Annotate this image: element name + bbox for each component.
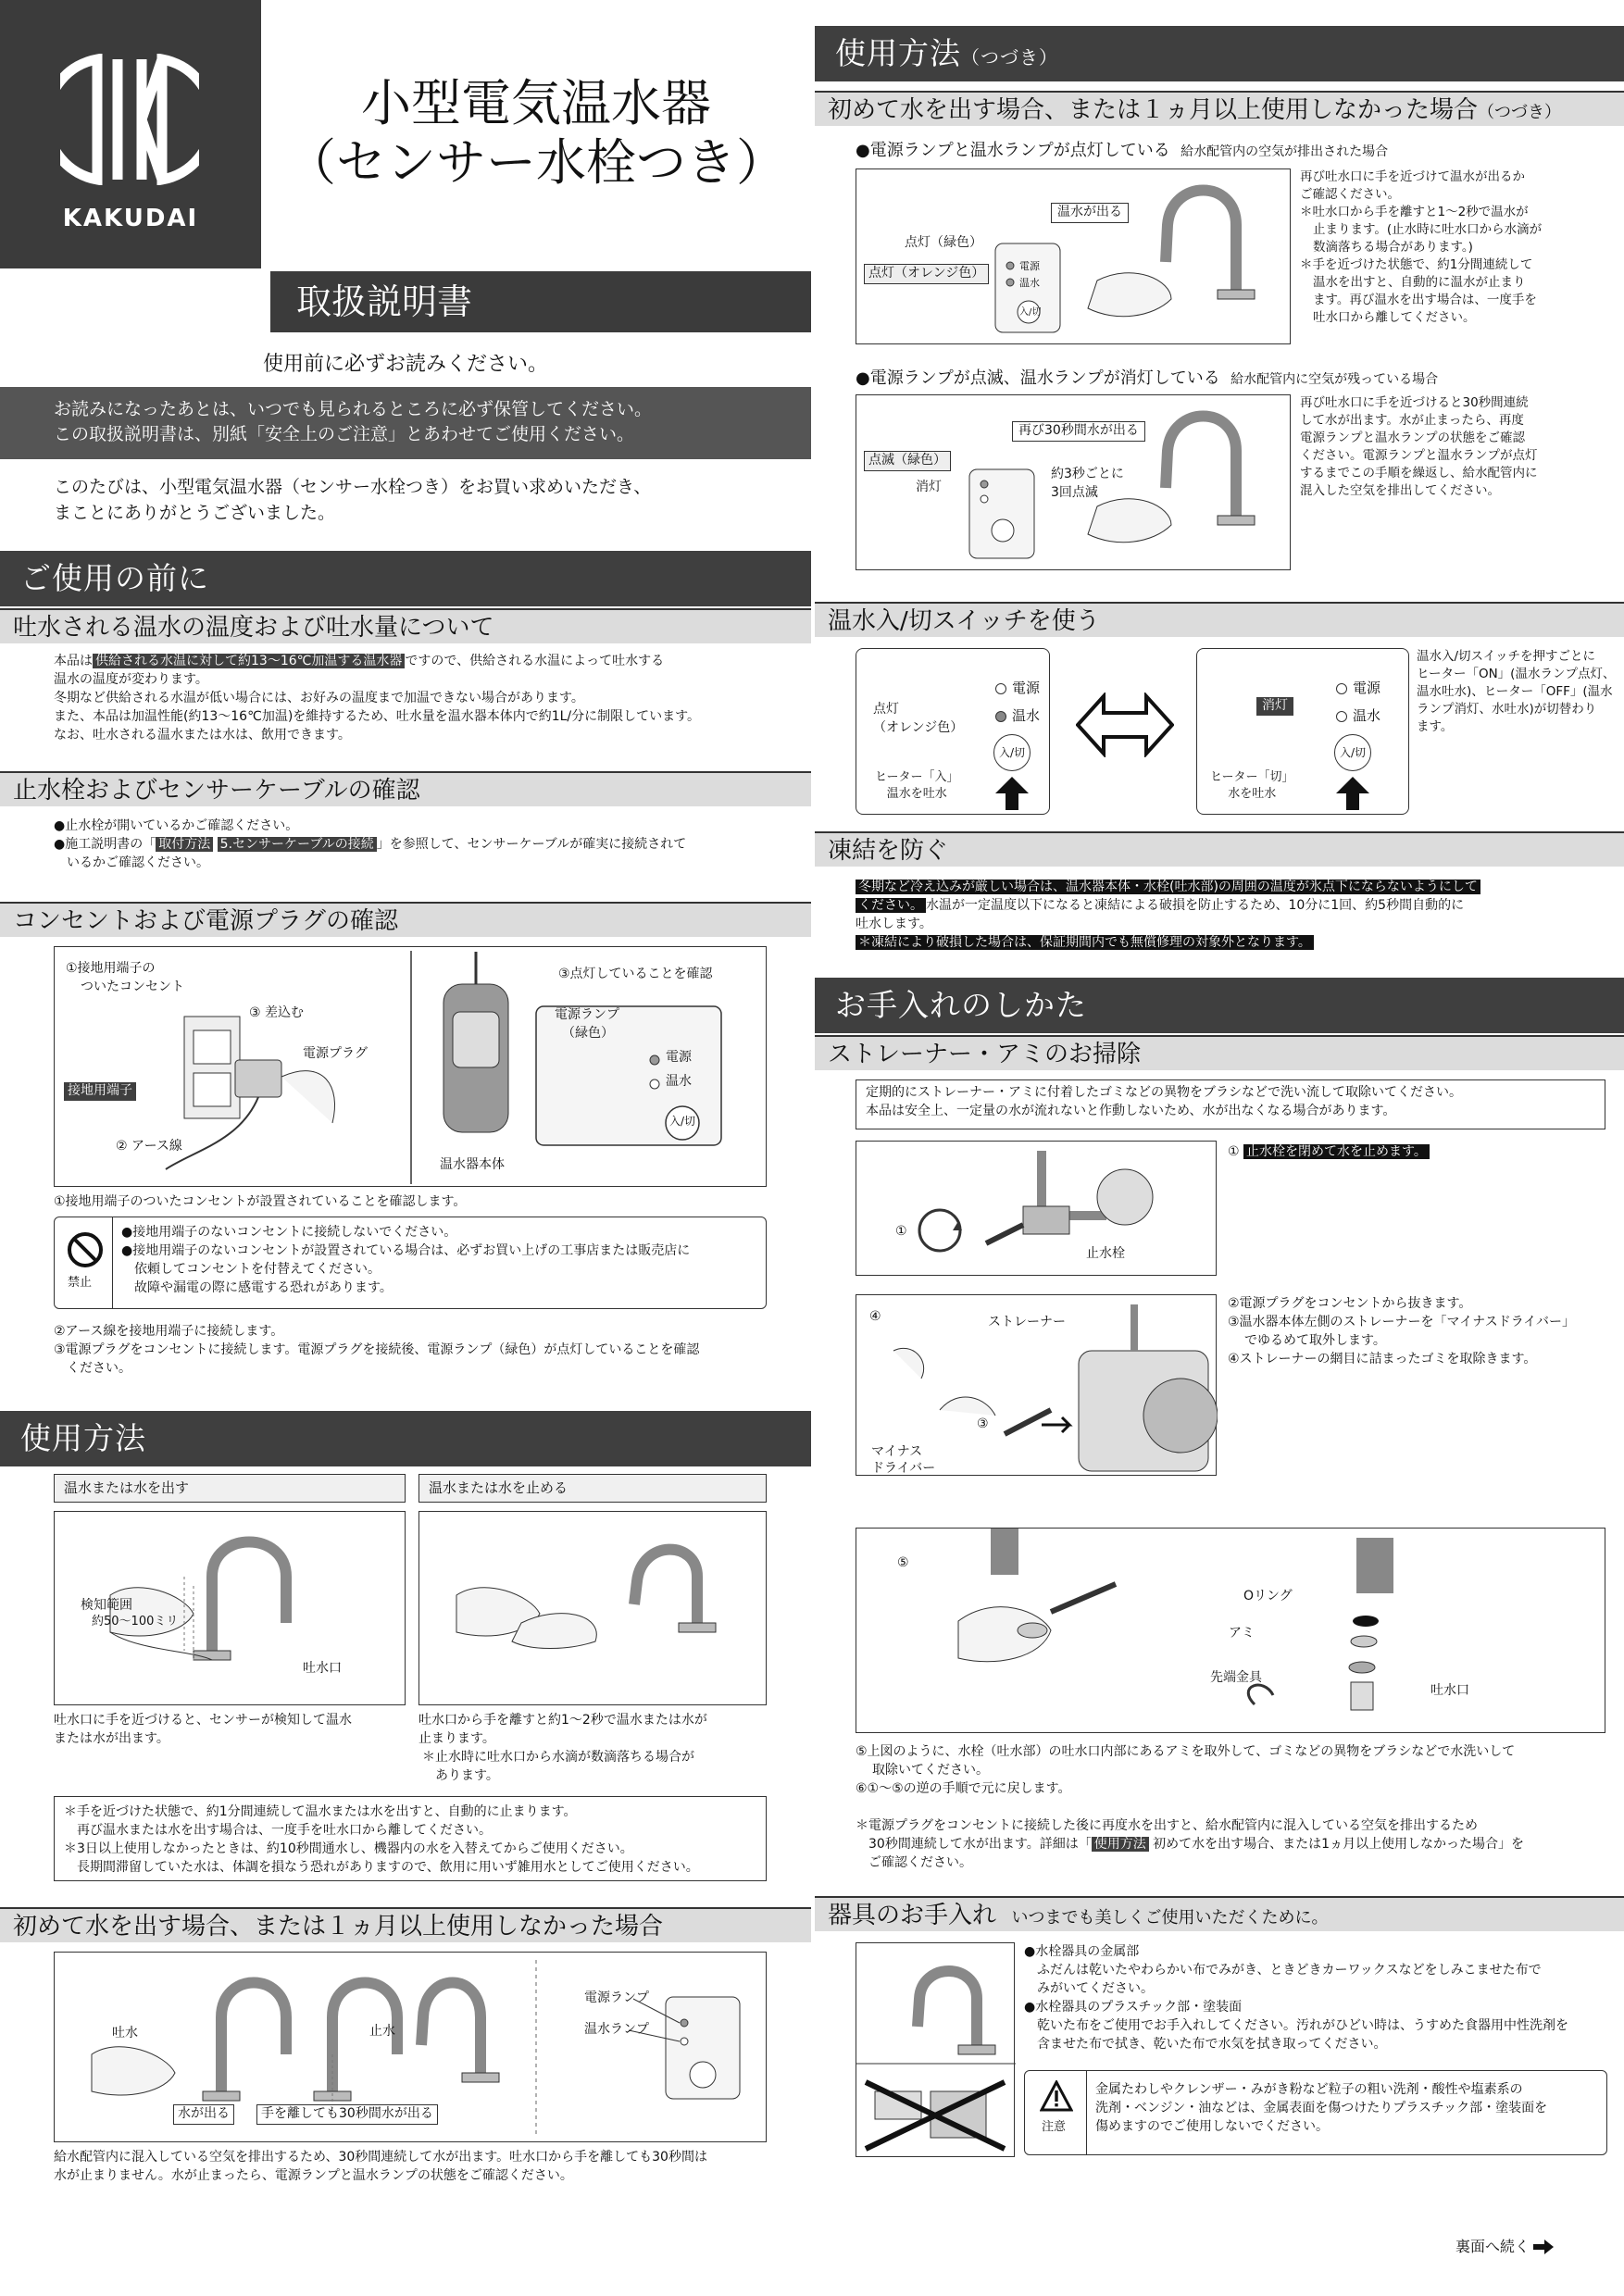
valve-b2-hl: 取付方法	[156, 837, 213, 852]
fixture-heading-small: いつまでも美しくご使用いただくために。	[1011, 1908, 1329, 1928]
section-before-heading: ご使用の前に	[0, 551, 811, 606]
valve-heading: 止水栓およびセンサーケーブルの確認	[0, 771, 811, 806]
first-use-text	[54, 2148, 785, 2185]
caseB-l1: 再び30秒間水が出る	[1012, 421, 1145, 442]
outlet-figure	[54, 946, 767, 1187]
caseA-t1: 再び吐水口に手を近づけて温水が出るか	[1300, 169, 1525, 184]
stop-c2d: あります。	[435, 1768, 499, 1783]
first-p1: 給水配管内に混入している空気を排出するため、30秒間連続して水が出ます。吐水口から手を離しても30秒間は	[54, 2150, 707, 2165]
temp-p4: また、本品は加温性能(約13～16℃加温)を維持するため、吐水量を温水器本体内で約1L/分に制限しています。	[54, 709, 701, 724]
switch-on-caption	[875, 769, 958, 804]
fig-l4: 電源プラグ	[303, 1046, 368, 1061]
dispense-caption	[54, 1711, 406, 1748]
care-n2a: 30秒間連続して水が出ます。詳細は「	[868, 1837, 1092, 1852]
fig-l9: （緑色）	[562, 1026, 614, 1041]
usage2-heading-text: 使用方法	[835, 35, 961, 71]
caseB-title-text: ●電源ランプが点滅、温水ランプが消灯している	[856, 368, 1220, 388]
fig-l13: 温水器本体	[440, 1157, 505, 1172]
caution-label: 注意	[1042, 2120, 1067, 2134]
caseA-t5: 数滴落ちる場合があります。)	[1313, 240, 1473, 255]
usage2-heading-small: （つづき）	[961, 46, 1058, 69]
first-l4: 手を離しても30秒間水が出る	[256, 2104, 438, 2125]
prohibit-w2: ●接地用端子のないコンセントが設置されている場合は、必ずお買い上げの工事店または販売店に	[121, 1243, 691, 1258]
care-step4: ④ストレーナーの網目に詰まったゴミを取除きます。	[1228, 1352, 1537, 1366]
switch-cap2a: ヒーター「切」	[1210, 770, 1294, 784]
care-step5: ⑤上図のように、水栓（吐水部）の吐水口内部にあるアミを取外して、ゴミなどの異物をブラシなどで水洗いして	[856, 1744, 1516, 1759]
valve-body	[54, 817, 794, 872]
mesh-fig-b: Oリング	[1243, 1589, 1293, 1603]
caseA-t6: ＊手を近づけた状態で、約1分間連続して	[1300, 257, 1533, 272]
fig-l3: ③ 差込む	[249, 1005, 305, 1020]
temp-p5: なお、吐水される温水または水は、飲用できます。	[54, 728, 351, 742]
strainer-figure	[856, 1294, 1217, 1476]
valve-b1: ●止水栓が開いているかご確認ください。	[54, 818, 299, 833]
next-page-link[interactable]	[1455, 2237, 1554, 2258]
fixture-p2: 乾いた布をご使用でお手入れしてください。汚れがひどい時は、うすめた食器用中性洗剤を	[1037, 2018, 1568, 2033]
next-page-text: 裏面へ続く	[1455, 2238, 1530, 2255]
fixture-cleaning-illustration	[856, 1943, 1016, 2158]
usage-notes	[54, 1796, 767, 1881]
valve-b2b: 」を参照して、センサーケーブルが確実に接続されて	[376, 837, 687, 852]
usage2-sub-text: 初めて水を出す場合、または１ヵ月以上使用しなかった場合	[828, 96, 1479, 124]
strainer-b1: 定期的にストレーナー・アミに付着したゴミなどの異物をブラシなどで洗い流して取除いてください。	[866, 1085, 1462, 1100]
caseA-l2: 点灯（緑色）	[905, 235, 982, 250]
switch-text	[1370, 648, 1624, 736]
caseA-text	[1300, 168, 1624, 327]
strainer-fig-e: ドライバー	[871, 1461, 936, 1476]
switch-off-button[interactable]: 入/切	[1334, 734, 1371, 771]
strainer-fig-a: ④	[869, 1309, 881, 1324]
dispense-c1b: または水が出ます。	[54, 1731, 169, 1746]
temp-body	[54, 652, 785, 744]
first-p2: 水が止まりません。水が止まったら、電源ランプと温水ランプの状態をご確認ください。	[54, 2168, 573, 2183]
keep-line1: お読みになったあとは、いつでも見られるところに必ず保管してください。	[54, 399, 653, 419]
strainer-fig-d: マイナス	[871, 1444, 923, 1459]
care-step5b: 取除いてください。	[872, 1763, 989, 1778]
switch-on1: 点灯	[873, 702, 899, 717]
caution-triangle-icon	[1040, 2080, 1073, 2112]
prohibit-label: 禁止	[68, 1276, 93, 1290]
valve-fig-label: 止水栓	[1086, 1246, 1125, 1261]
switch-heading: 温水入/切スイッチを使う	[815, 602, 1624, 637]
first-use-heading: 初めて水を出す場合、または１ヵ月以上使用しなかった場合	[0, 1907, 811, 1942]
caseB-t2: して水が出ます。水が止まったら、再度	[1300, 413, 1524, 428]
outlet-step3: ③電源プラグをコンセントに接続します。電源プラグを接続後、電源ランプ（緑色）が点灯していることを確認	[54, 1342, 700, 1357]
caution-c3: 傷めますのでご使用しないでください。	[1095, 2119, 1329, 2134]
temp-p2: 温水の温度が変わります。	[54, 672, 208, 687]
switch-on-hot: 温水	[1012, 707, 1041, 724]
switch-on-hot-lamp	[995, 706, 1040, 726]
fixture-text	[1024, 1942, 1617, 2053]
care-n3: ご確認ください。	[868, 1855, 972, 1870]
fixture-figure	[856, 1942, 1015, 2157]
caseB-text	[1300, 394, 1624, 500]
caution-c1: 金属たわしやクレンザー・みがき粉など粒子の粗い洗剤・酸性や塩素系の	[1095, 2082, 1523, 2097]
product-title	[261, 74, 811, 193]
kakudai-logo-icon	[60, 54, 199, 185]
outlet-step2: ②アース線を接地用端子に接続します。	[54, 1324, 284, 1339]
usage-n4: 長期間滞留していた水は、体調を損なう恐れがありますので、飲用に用いず雑用水としてご使用ください。	[77, 1860, 699, 1875]
caseB-note: 給水配管内に空気が残っている場合	[1230, 372, 1439, 387]
prohibit-w1: ●接地用端子のないコンセントに接続しないでください。	[121, 1225, 457, 1240]
stop-caption	[418, 1711, 770, 1785]
caution-c2: 洗剤・ベンジン・油などは、金属表面を傷つけたりプラスチック部・塗装面を	[1095, 2101, 1548, 2115]
fig-l11: 温水	[666, 1074, 692, 1089]
caseA-t7: 温水を出すと、自動的に温水が止まり	[1313, 275, 1526, 290]
caseA-lamp-power: 電源	[1019, 260, 1040, 272]
first-l2: 止水	[369, 2024, 395, 2039]
dispense-figure	[54, 1511, 406, 1705]
usage-n1: ＊手を近づけた状態で、約1分間連続して温水または水を出すと、自動的に止まります。	[64, 1804, 577, 1819]
fig-l6: ② アース線	[116, 1139, 182, 1154]
temp-p1b: ですので、供給される水温によって吐水する	[405, 654, 665, 668]
temp-highlight: 供給される水温に対して約13～16℃加温する温水器	[93, 654, 405, 668]
first-l3: 水が出る	[173, 2104, 234, 2125]
dispense-c1a: 吐水口に手を近づけると、センサーが検知して温水	[54, 1713, 352, 1728]
caseA-l1: 温水が出る	[1051, 203, 1129, 223]
fig-l8: 電源ランプ	[555, 1007, 619, 1022]
arrow-right-icon	[1533, 2240, 1554, 2254]
outlet-steps	[54, 1322, 699, 1378]
fixture-heading-text: 器具のお手入れ	[828, 1902, 997, 1929]
freeze-hl3: ＊凍結により破損した場合は、保証期間内でも無償修理の対象外となります。	[856, 935, 1314, 950]
keep-notice	[0, 387, 811, 459]
care-heading: お手入れのしかた	[815, 978, 1624, 1033]
caseA-btn: 入/切	[1019, 307, 1042, 318]
switch-t5: ます。	[1417, 719, 1454, 734]
caseA-t9: 吐水口から離してください。	[1313, 310, 1476, 325]
switch-on-power: 電源	[1012, 680, 1041, 696]
strainer-intro	[856, 1079, 1605, 1129]
first-l5: 電源ランプ	[584, 1990, 649, 2005]
caseB-t5: するまでこの手順を繰返し、給水配管内に	[1300, 466, 1538, 480]
tab-dispense: 温水または水を出す	[54, 1474, 406, 1503]
mesh-figure	[856, 1528, 1605, 1733]
brand-block	[0, 0, 261, 268]
caseB-l5: 3回点滅	[1051, 485, 1098, 500]
care-step3b: でゆるめて取外します。	[1244, 1333, 1386, 1348]
up-arrow-icon	[1334, 777, 1371, 810]
fig-l12: 入/切	[669, 1115, 696, 1128]
switch-on2: （オレンジ色）	[873, 719, 964, 735]
first-l1: 吐水	[112, 2026, 138, 2040]
mesh-fig-d: 先端金具	[1210, 1670, 1262, 1685]
switch-cap2b: 水を吐水	[1228, 787, 1277, 802]
usage2-sub-small: （つづき）	[1478, 103, 1562, 122]
care-steps-5-6	[856, 1742, 1624, 1798]
switch-on-panel	[856, 648, 1050, 815]
fixture-m1: ●水栓器具の金属部	[1024, 1944, 1140, 1959]
detect-range-value: 約50～100ミリ	[92, 1615, 179, 1628]
care-n2b: 初めて水を出す場合、または1ヵ月以上使用しなかった場合」を	[1153, 1837, 1525, 1852]
freeze-body	[856, 878, 1624, 952]
valve-b2-hl2: 5.センサーケーブルの接続	[218, 837, 377, 852]
brand-name: KAKUDAI	[62, 205, 199, 232]
switch-on-label	[873, 701, 963, 738]
freeze-hl2: ください。	[856, 898, 926, 913]
caseA-illustration	[856, 169, 1292, 345]
outlet-step1: ①接地用端子のついたコンセントが設置されていることを確認します。	[54, 1194, 467, 1209]
title-line2: （センサー水栓つき）	[286, 133, 786, 192]
switch-on-power-lamp	[995, 679, 1040, 698]
freeze-p1: 水温が一定温度以下になると凍結による破損を防止するため、10分に1回、約5秒間自動的に	[926, 898, 1465, 913]
fixture-m2: ふだんは乾いたやわらかい布でみがき、ときどきカーワックスなどをしみこませた布で	[1037, 1963, 1542, 1978]
manual-title: 取扱説明書	[270, 271, 811, 332]
switch-t1: 温水入/切スイッチを押すごとに	[1417, 649, 1596, 664]
caseA-t3: ＊吐水口から手を離すと1～2秒で温水が	[1300, 205, 1529, 219]
thanks-text	[54, 474, 651, 526]
caseB-title	[856, 367, 1438, 391]
care-step1-text: 止水栓を閉めて水を止めます。	[1243, 1144, 1430, 1159]
caseB-figure	[856, 394, 1291, 570]
fixture-p3: 含ませた布で拭き、乾いた布で水気を拭き取ってください。	[1037, 2037, 1387, 2052]
strainer-fig-c: ③	[977, 1416, 989, 1431]
switch-off-caption	[1210, 769, 1293, 804]
shutoff-valve-illustration	[856, 1142, 1218, 1277]
thanks-line2: まことにありがとうございました。	[54, 503, 336, 523]
caseA-lamp-hot: 温水	[1019, 277, 1040, 289]
switch-t2: ヒーター「ON」(温水ランプ点灯、	[1417, 667, 1616, 681]
care-step6: ⑥①～⑤の逆の手順で元に戻します。	[856, 1781, 1071, 1796]
caseA-note: 給水配管内の空気が排出された場合	[1181, 144, 1389, 159]
read-first: 使用前に必ずお読みください。	[262, 353, 548, 376]
caseB-l3: 消灯	[916, 480, 942, 494]
caseA-t8: ます。再び温水を出す場合は、一度手を	[1313, 293, 1537, 307]
caseB-t1: 再び吐水口に手を近づけると30秒間連続	[1300, 395, 1529, 410]
fixture-m3: みがいてください。	[1037, 1981, 1154, 1996]
tab-stop: 温水または水を止める	[418, 1474, 767, 1503]
fig-l7: ③点灯していることを確認	[558, 967, 713, 981]
caseA-title-text: ●電源ランプと温水ランプが点灯している	[856, 141, 1170, 160]
care-step2: ②電源プラグをコンセントから抜きます。	[1228, 1296, 1472, 1311]
first-use-figure	[54, 1952, 767, 2142]
switch-off-hot: 温水	[1353, 707, 1381, 724]
switch-cap1b: 温水を吐水	[886, 787, 947, 802]
care-step1	[1228, 1142, 1430, 1161]
fig-l1: ①接地用端子の	[66, 961, 156, 976]
fig-l2: ついたコンセント	[81, 980, 184, 994]
switch-cap1a: ヒーター「入」	[875, 770, 959, 784]
thanks-line1: このたびは、小型電気温水器（センサー水栓つき）をお買い求めいただき、	[54, 477, 652, 497]
usage-n2: 再び温水または水を出す場合は、一度手を吐水口から離してください。	[77, 1823, 492, 1838]
caseB-t4: ください。電源ランプと温水ランプが点灯	[1300, 448, 1538, 463]
outlet-heading: コンセントおよび電源プラグの確認	[0, 902, 811, 937]
caseB-l4: 約3秒ごとに	[1051, 467, 1124, 481]
caseA-figure	[856, 168, 1291, 344]
temp-p3: 冬期など供給される水温が低い場合には、お好みの温度まで加温できない場合があります。	[54, 691, 584, 705]
prohibit-w3: 依頼してコンセントを付替えてください。	[134, 1262, 381, 1277]
caseA-lamps	[1019, 258, 1040, 292]
stop-figure	[418, 1511, 767, 1705]
freeze-heading: 凍結を防ぐ	[815, 831, 1624, 867]
mesh-fig-e: 吐水口	[1430, 1683, 1469, 1698]
switch-on-button[interactable]: 入/切	[993, 734, 1031, 771]
up-arrow-icon	[993, 777, 1031, 810]
caseA-title	[856, 139, 1388, 163]
caution-box	[1024, 2070, 1607, 2155]
caution-text	[1095, 2080, 1547, 2136]
care-steps-2-4	[1228, 1294, 1617, 1368]
caseB-l2: 点滅（緑色）	[864, 451, 951, 471]
prohibition-icon	[66, 1230, 105, 1269]
strainer-b2: 本品は安全上、一定量の水が流れないと作動しないため、水が出なくなる場合があります。	[866, 1104, 1396, 1118]
mesh-fig-c: アミ	[1229, 1626, 1255, 1641]
valve-figure	[856, 1141, 1217, 1276]
usage2-heading	[815, 26, 1624, 81]
care-n2-hl: 使用方法	[1092, 1837, 1149, 1852]
caseA-t2: ご確認ください。	[1300, 187, 1400, 202]
caseA-t4: 止まります。(止水時に吐水口から水滴が	[1313, 222, 1543, 237]
spout-label: 吐水口	[303, 1661, 342, 1676]
care-notes	[856, 1816, 1624, 1872]
freeze-p2: 吐水します。	[856, 917, 932, 931]
switch-t4: ランプ消灯、水吐水)が切替わり	[1417, 702, 1597, 717]
section-usage-heading: 使用方法	[0, 1411, 811, 1466]
valve-b2a: ●施工説明書の「	[54, 837, 156, 852]
strainer-heading: ストレーナー・アミのお掃除	[815, 1035, 1624, 1070]
faucet-stop-illustration	[419, 1512, 768, 1706]
title-line1: 小型電気温水器	[361, 74, 711, 132]
valve-step-num: ①	[895, 1224, 907, 1239]
temp-heading: 吐水される温水の温度および吐水量について	[0, 608, 811, 643]
usage2-sub	[815, 91, 1624, 126]
toggle-double-arrow-icon	[1076, 693, 1174, 757]
prohibit-w4: 故障や漏電の際に感電する恐れがあります。	[134, 1280, 393, 1295]
stop-c2b: 止まります。	[418, 1731, 495, 1746]
caseB-t6: 混入した空気を排出してください。	[1300, 483, 1500, 498]
outlet-step3b: ください。	[67, 1361, 131, 1376]
switch-off-label: 消灯	[1256, 697, 1293, 716]
caseB-t3: 電源ランプと温水ランプの状態をご確認	[1300, 430, 1525, 445]
switch-off-power: 電源	[1353, 680, 1381, 696]
usage-n3: ＊3日以上使用しなかったときは、約10秒間通水し、機器内の水を入替えてからご使用ください。	[64, 1841, 633, 1856]
fixture-p1: ●水栓器具のプラスチック部・塗装面	[1024, 2000, 1243, 2015]
detect-range-label: 検知範囲	[81, 1598, 132, 1613]
strainer-fig-b: ストレーナー	[988, 1315, 1066, 1329]
keep-line2: この取扱説明書は、別紙「安全上のご注意」とあわせてご使用ください。	[54, 424, 635, 444]
mesh-fig-a: ⑤	[897, 1555, 909, 1570]
freeze-hl1: 冬期など冷え込みが厳しい場合は、温水器本体・水栓(吐水部)の周囲の温度が氷点下にならないようにして	[856, 880, 1480, 894]
first-l6: 温水ランプ	[584, 2022, 649, 2037]
fig-l5: 接地用端子	[64, 1082, 136, 1101]
switch-t3: 温水吐水)、ヒーター「OFF」(温水	[1417, 684, 1613, 699]
care-step3: ③温水器本体左側のストレーナーを「マイナスドライバー」	[1228, 1315, 1576, 1329]
prohibit-box	[54, 1217, 767, 1309]
care-step1-num: ①	[1228, 1144, 1240, 1159]
temp-p1a: 本品は	[54, 654, 93, 668]
caseA-l3: 点灯（オレンジ色）	[864, 264, 989, 284]
fixture-heading	[815, 1896, 1624, 1931]
fig-l10: 電源	[666, 1050, 692, 1065]
care-n1: ＊電源プラグをコンセントに接続した後に再度水を出すと、給水配管内に混入している空気を排出するため	[856, 1818, 1478, 1833]
prohibit-text	[121, 1223, 690, 1297]
stop-c2c: ＊止水時に吐水口から水滴が数滴落ちる場合が	[422, 1750, 694, 1765]
valve-b2c: いるかご確認ください。	[67, 855, 209, 870]
stop-c2a: 吐水口から手を離すと約1～2秒で温水または水が	[418, 1713, 707, 1728]
